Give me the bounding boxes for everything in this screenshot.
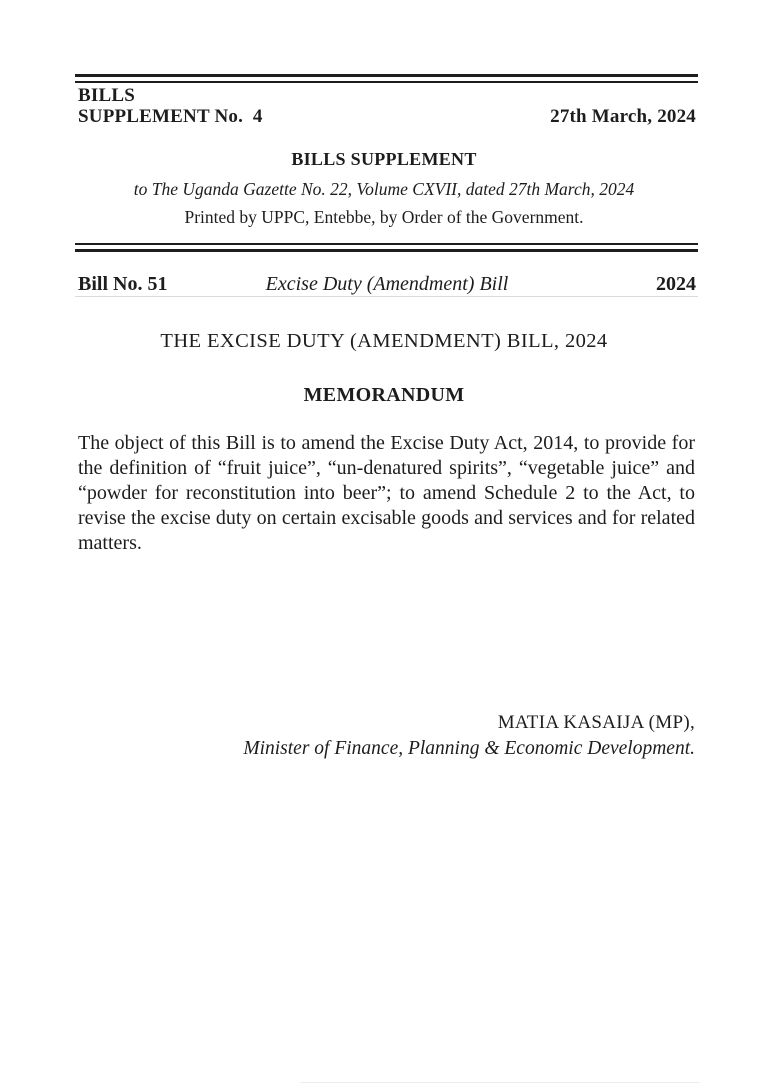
masthead-date: 27th March, 2024 <box>550 106 696 127</box>
supplement-title: BILLS SUPPLEMENT <box>291 149 477 169</box>
bill-short-title: Excise Duty (Amendment) Bill <box>265 273 509 295</box>
signatory-name: MATIA KASAIJA (MP), <box>497 712 695 733</box>
bill-header-hairline <box>75 296 698 297</box>
memorandum-heading: MEMORANDUM <box>303 384 465 406</box>
masthead-bills-label: BILLS <box>78 85 135 106</box>
bill-header-row <box>78 273 696 297</box>
bill-year: 2024 <box>656 273 696 295</box>
bill-number: Bill No. 51 <box>78 273 168 295</box>
top-double-rule <box>75 74 698 83</box>
masthead-supplement-number: SUPPLEMENT No. 4 <box>78 106 263 127</box>
act-title: THE EXCISE DUTY (AMENDMENT) BILL, 2024 <box>160 330 608 352</box>
gazette-reference-line: to The Uganda Gazette No. 22, Volume CXVII, dated 27th March, 2024 <box>133 179 635 199</box>
middle-double-rule <box>75 243 698 252</box>
scan-artifact-line <box>300 1082 700 1083</box>
masthead-supplement-row <box>78 106 696 128</box>
memorandum-paragraph: The object of this Bill is to amend the Excise Duty Act, 2014, to provide for the definition of “fruit juice”, “un-denatured spirits”, “vegetable juice” and “powder for reconstitution into beer”; to amend Schedule 2 to the Act, to revise the excise duty on certain excisable goods and services and for related matters. <box>78 432 695 554</box>
signatory-title: Minister of Finance, Planning & Economic Development. <box>243 738 695 759</box>
printer-imprint-line: Printed by UPPC, Entebbe, by Order of the Government. <box>184 207 584 227</box>
